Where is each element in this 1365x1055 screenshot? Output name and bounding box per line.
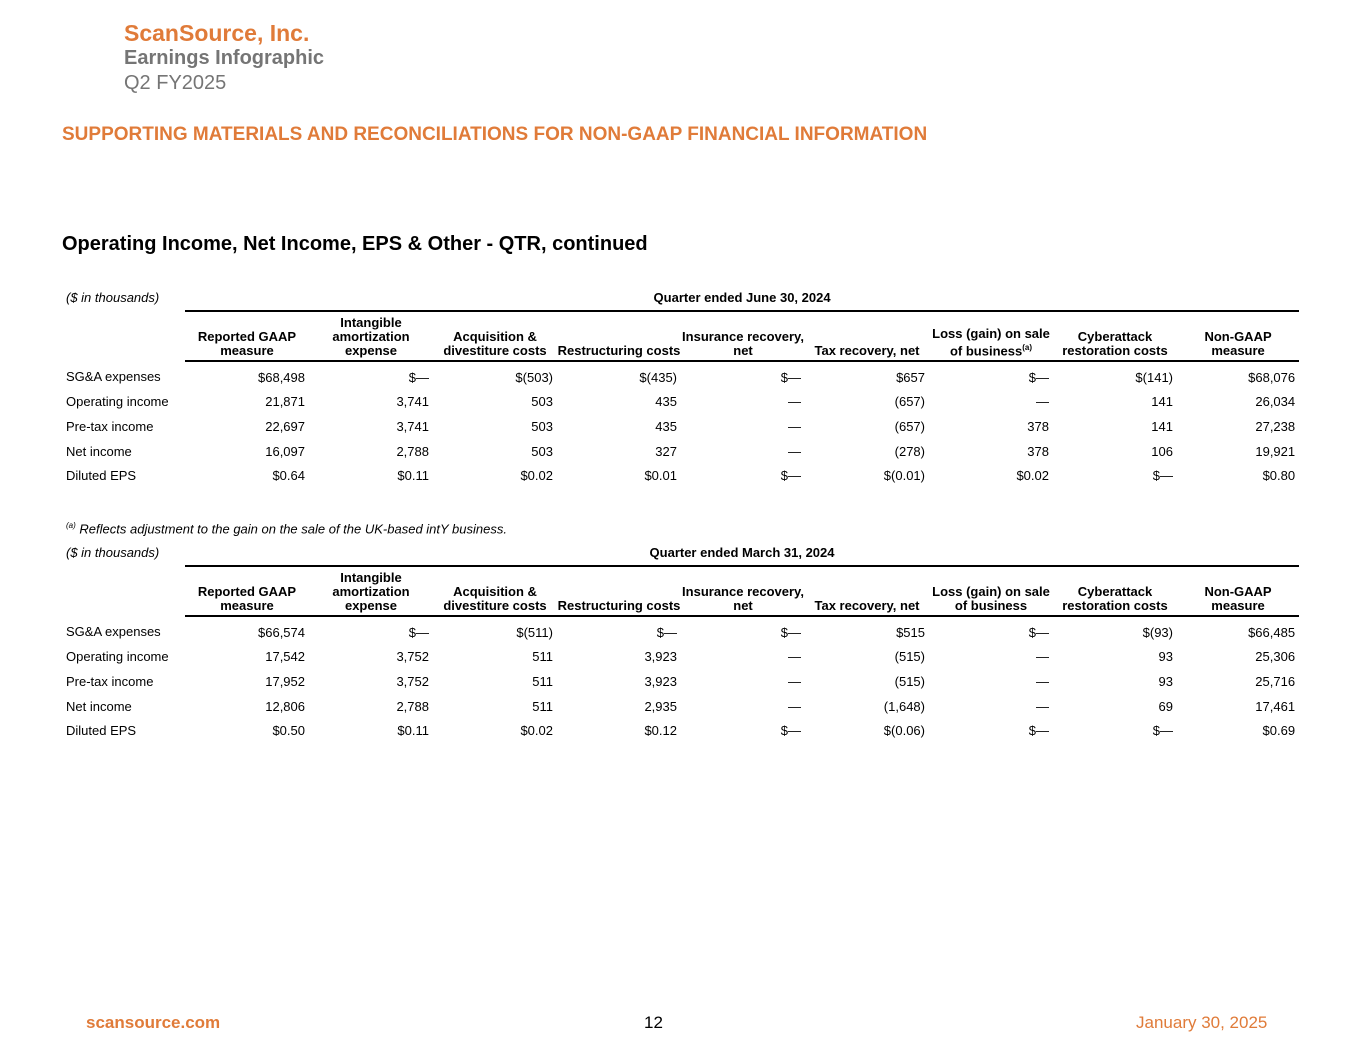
row-label: Operating income bbox=[66, 394, 169, 410]
col-header-loss bbox=[929, 311, 1053, 361]
cell: 503 bbox=[531, 443, 553, 459]
row-label-header bbox=[62, 311, 185, 361]
cell: 503 bbox=[531, 418, 553, 434]
cell: $0.02 bbox=[520, 468, 553, 484]
cell: $0.64 bbox=[272, 468, 305, 484]
table-row bbox=[62, 463, 1299, 488]
table-row bbox=[62, 390, 1299, 415]
cell: $(141) bbox=[1135, 369, 1173, 385]
cell: $66,574 bbox=[258, 624, 305, 640]
col-header-loss-text: Loss (gain) on sale of business bbox=[932, 325, 1050, 358]
section-title: SUPPORTING MATERIALS AND RECONCILIATIONS FOR NON-GAAP FINANCIAL INFORMATION bbox=[62, 124, 928, 145]
cell: — bbox=[788, 394, 801, 410]
col-header-cyber: Cyberattack restoration costs bbox=[1053, 311, 1177, 361]
cell: (657) bbox=[894, 394, 925, 410]
cell: $0.12 bbox=[644, 723, 677, 739]
cell: 2,788 bbox=[396, 443, 429, 459]
cell: $0.11 bbox=[397, 468, 429, 484]
cell: $— bbox=[1028, 624, 1049, 640]
cell: 435 bbox=[655, 394, 677, 410]
cell: $(93) bbox=[1142, 624, 1173, 640]
cell: $0.02 bbox=[520, 723, 553, 739]
cell: 3,741 bbox=[396, 394, 429, 410]
cell: 21,871 bbox=[265, 394, 305, 410]
col-header-nongaap: Non-GAAP measure bbox=[1177, 311, 1299, 361]
cell: $— bbox=[656, 624, 677, 640]
cell: 2,935 bbox=[644, 698, 677, 714]
cell: 2,788 bbox=[396, 698, 429, 714]
cell: $(511) bbox=[516, 624, 553, 640]
col-header-reported: Reported GAAP measure bbox=[185, 311, 309, 361]
cell: 503 bbox=[531, 394, 553, 410]
cell: — bbox=[1036, 673, 1049, 689]
cell: $0.69 bbox=[1262, 723, 1296, 739]
col-header-cyber: Cyberattack restoration costs bbox=[1053, 566, 1177, 616]
table-row bbox=[62, 669, 1299, 694]
cell: 141 bbox=[1151, 418, 1173, 434]
cell: 141 bbox=[1151, 394, 1173, 410]
table-row bbox=[62, 694, 1299, 719]
row-label: SG&A expenses bbox=[66, 624, 161, 640]
cell: — bbox=[788, 418, 801, 434]
footnote bbox=[66, 521, 507, 536]
cell: (515) bbox=[894, 673, 925, 689]
cell: $0.80 bbox=[1262, 468, 1296, 484]
cell: 511 bbox=[532, 698, 553, 714]
cell: 16,097 bbox=[265, 443, 305, 459]
cell: $(435) bbox=[639, 369, 677, 385]
table-row bbox=[62, 616, 1299, 645]
footer-website-link[interactable]: scansource.com bbox=[86, 1013, 221, 1032]
table-row bbox=[62, 414, 1299, 439]
table-row bbox=[62, 718, 1299, 743]
cell: — bbox=[788, 673, 801, 689]
footnote-marker: (a) bbox=[66, 521, 76, 530]
cell: (515) bbox=[894, 649, 925, 665]
cell: $— bbox=[1028, 369, 1049, 385]
cell: 378 bbox=[1027, 418, 1049, 434]
cell: 93 bbox=[1158, 673, 1173, 689]
col-header-tax: Tax recovery, net bbox=[805, 566, 929, 616]
col-header-insurance: Insurance recovery, net bbox=[681, 311, 805, 361]
cell: 26,034 bbox=[1255, 394, 1296, 410]
cell: $0.01 bbox=[644, 468, 677, 484]
cell: $— bbox=[780, 468, 801, 484]
row-label: Net income bbox=[66, 698, 132, 714]
cell: $— bbox=[1028, 723, 1049, 739]
cell: $68,498 bbox=[258, 369, 305, 385]
cell: $515 bbox=[896, 624, 925, 640]
row-label: Pre-tax income bbox=[66, 673, 154, 689]
cell: $— bbox=[408, 369, 429, 385]
cell: — bbox=[1036, 698, 1049, 714]
cell: 93 bbox=[1158, 649, 1173, 665]
cell: 25,306 bbox=[1255, 649, 1296, 665]
cell: 69 bbox=[1158, 698, 1173, 714]
cell: — bbox=[1036, 394, 1049, 410]
cell: 378 bbox=[1027, 443, 1049, 459]
unit-label: ($ in thousands) bbox=[66, 545, 160, 560]
brand-block bbox=[124, 20, 324, 95]
cell: 435 bbox=[655, 418, 677, 434]
reconciliation-table-march bbox=[62, 545, 1299, 743]
cell: — bbox=[788, 443, 801, 459]
cell: $— bbox=[780, 723, 801, 739]
cell: 3,752 bbox=[396, 673, 429, 689]
company-name: ScanSource, Inc. bbox=[124, 20, 310, 46]
table-row bbox=[62, 439, 1299, 464]
col-header-reported: Reported GAAP measure bbox=[185, 566, 309, 616]
cell: (1,648) bbox=[883, 698, 925, 714]
period-header: Quarter ended June 30, 2024 bbox=[185, 290, 1299, 311]
row-label: SG&A expenses bbox=[66, 369, 161, 385]
cell: 27,238 bbox=[1255, 418, 1296, 434]
cell: — bbox=[788, 649, 801, 665]
cell: $— bbox=[780, 369, 801, 385]
col-header-restructuring: Restructuring costs bbox=[557, 311, 681, 361]
report-period: Q2 FY2025 bbox=[124, 72, 227, 94]
cell: 22,697 bbox=[265, 418, 305, 434]
cell: (657) bbox=[894, 418, 925, 434]
cell: 25,716 bbox=[1255, 673, 1296, 689]
cell: $68,076 bbox=[1248, 369, 1296, 385]
col-header-intangible: Intangible amortization expense bbox=[309, 311, 433, 361]
cell: $— bbox=[408, 624, 429, 640]
cell: 19,921 bbox=[1255, 443, 1296, 459]
cell: 17,461 bbox=[1255, 698, 1296, 714]
cell: 12,806 bbox=[265, 698, 305, 714]
col-header-restructuring: Restructuring costs bbox=[557, 566, 681, 616]
cell: 3,923 bbox=[644, 649, 677, 665]
page-number: 12 bbox=[644, 1013, 663, 1032]
col-header-nongaap: Non-GAAP measure bbox=[1177, 566, 1299, 616]
cell: 3,741 bbox=[396, 418, 429, 434]
col-header-acquisition: Acquisition & divestiture costs bbox=[433, 311, 557, 361]
cell: — bbox=[788, 698, 801, 714]
cell: 511 bbox=[532, 673, 553, 689]
cell: 511 bbox=[532, 649, 553, 665]
footnote-text: Reflects adjustment to the gain on the sale of the UK-based intY business. bbox=[79, 521, 507, 537]
col-header-intangible: Intangible amortization expense bbox=[309, 566, 433, 616]
footer-date: January 30, 2025 bbox=[1136, 1013, 1268, 1032]
unit-label: ($ in thousands) bbox=[66, 290, 160, 305]
cell: $(0.06) bbox=[883, 723, 925, 739]
table-row bbox=[62, 361, 1299, 390]
cell: $0.02 bbox=[1016, 468, 1049, 484]
cell: 106 bbox=[1151, 443, 1173, 459]
cell: 17,542 bbox=[265, 649, 305, 665]
report-subtitle: Earnings Infographic bbox=[124, 47, 325, 69]
col-header-insurance: Insurance recovery, net bbox=[681, 566, 805, 616]
row-label: Diluted EPS bbox=[66, 468, 137, 484]
cell: $0.50 bbox=[272, 723, 305, 739]
row-label: Diluted EPS bbox=[66, 723, 137, 739]
cell: $0.11 bbox=[397, 723, 429, 739]
table-row bbox=[62, 645, 1299, 670]
cell: 17,952 bbox=[265, 673, 305, 689]
footnote-marker: (a) bbox=[1022, 342, 1033, 352]
cell: 327 bbox=[655, 443, 677, 459]
col-header-acquisition: Acquisition & divestiture costs bbox=[433, 566, 557, 616]
reconciliation-table-june bbox=[62, 290, 1299, 488]
row-label-header bbox=[62, 566, 185, 616]
cell: 3,923 bbox=[644, 673, 677, 689]
row-label: Net income bbox=[66, 443, 132, 459]
page-heading: Operating Income, Net Income, EPS & Other - QTR, continued bbox=[62, 233, 648, 255]
cell: (278) bbox=[894, 443, 925, 459]
cell: $— bbox=[1152, 723, 1173, 739]
cell: $(0.01) bbox=[883, 468, 925, 484]
row-label: Operating income bbox=[66, 649, 169, 665]
cell: $— bbox=[780, 624, 801, 640]
col-header-tax: Tax recovery, net bbox=[805, 311, 929, 361]
col-header-loss: Loss (gain) on sale of business bbox=[929, 566, 1053, 616]
period-header: Quarter ended March 31, 2024 bbox=[185, 545, 1299, 566]
cell: 3,752 bbox=[396, 649, 429, 665]
cell: $657 bbox=[896, 369, 925, 385]
cell: $(503) bbox=[515, 369, 553, 385]
cell: $— bbox=[1152, 468, 1173, 484]
cell: — bbox=[1036, 649, 1049, 665]
cell: $66,485 bbox=[1248, 624, 1296, 640]
row-label: Pre-tax income bbox=[66, 418, 154, 434]
